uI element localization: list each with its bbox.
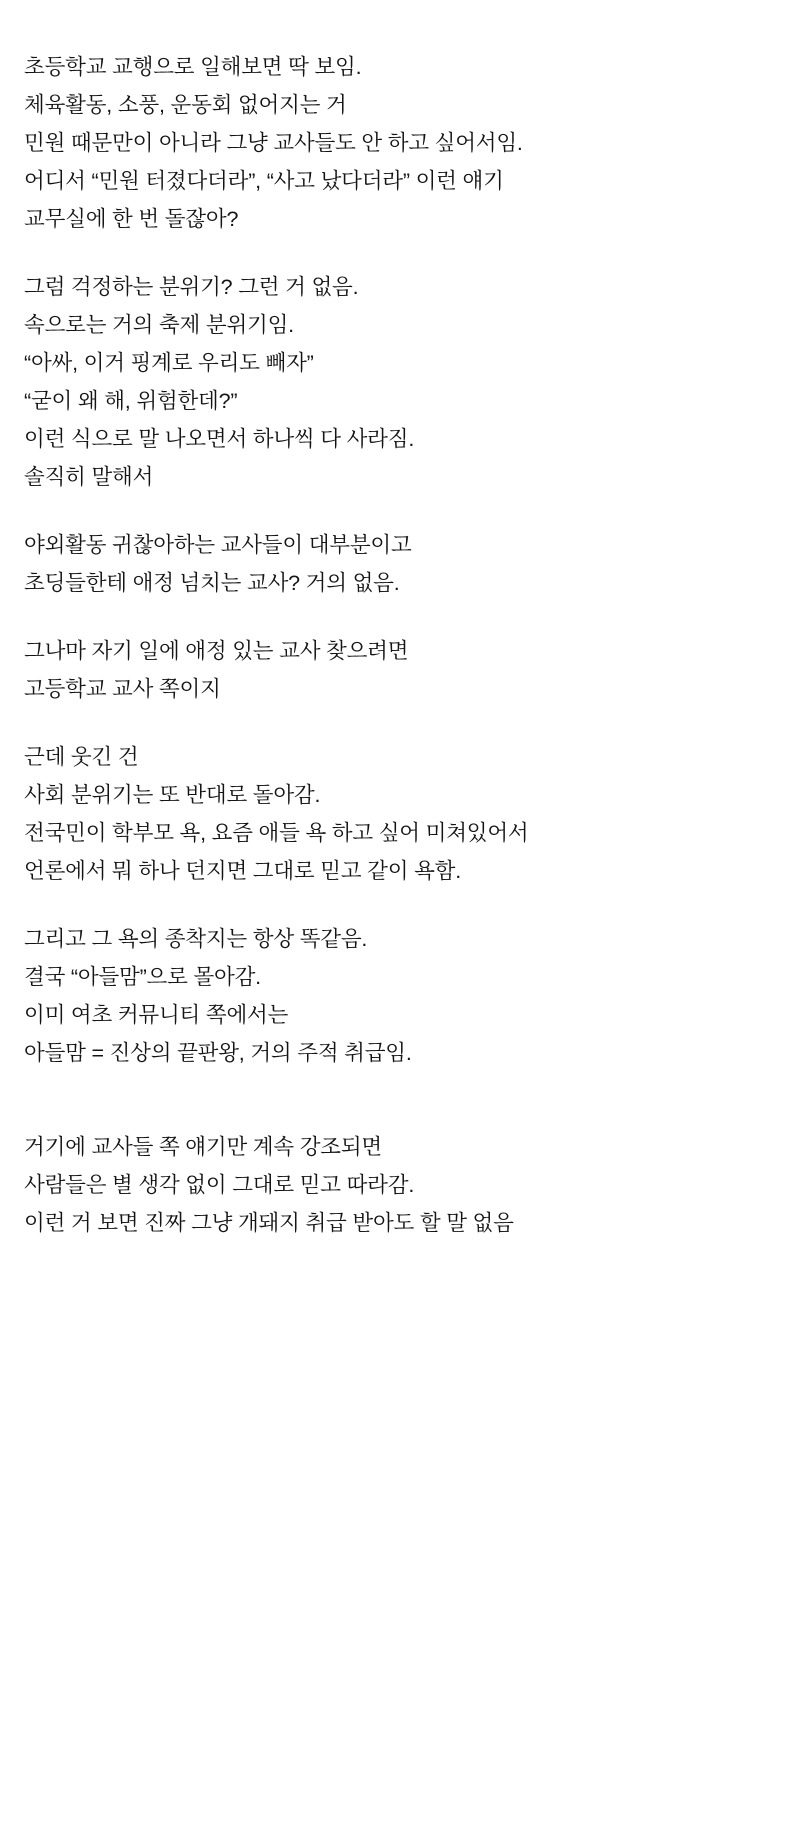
text-line: 어디서 “민원 터졌다더라”, “사고 났다더라” 이런 얘기 xyxy=(24,169,504,193)
text-line: 그럼 걱정하는 분위기? 그런 거 없음. xyxy=(24,275,359,299)
text-line: 그리고 그 욕의 종착지는 항상 똑같음. xyxy=(24,927,368,951)
paragraph-6 xyxy=(24,920,762,1072)
text-line: 솔직히 말해서 xyxy=(24,465,154,489)
text-line: 체육활동, 소풍, 운동회 없어지는 거 xyxy=(24,93,347,117)
text-line: 야외활동 귀찮아하는 교사들이 대부분이고 xyxy=(24,533,412,557)
text-line: 그나마 자기 일에 애정 있는 교사 찾으려면 xyxy=(24,639,409,663)
text-line: 전국민이 학부모 욕, 요즘 애들 욕 하고 싶어 미쳐있어서 xyxy=(24,821,529,845)
text-line: 민원 때문만이 아니라 그냥 교사들도 안 하고 싶어서임. xyxy=(24,131,523,155)
text-line: 교무실에 한 번 돌잖아? xyxy=(24,207,239,231)
text-line: 아들맘 = 진상의 끝판왕, 거의 주적 취급임. xyxy=(24,1041,412,1065)
paragraph-7 xyxy=(24,1128,762,1242)
text-line: 언론에서 뭐 하나 던지면 그대로 믿고 같이 욕함. xyxy=(24,859,462,883)
text-line: 사람들은 별 생각 없이 그대로 믿고 따라감. xyxy=(24,1173,415,1197)
text-line: “아싸, 이거 핑계로 우리도 빼자” xyxy=(24,351,314,375)
paragraph-gap xyxy=(24,1102,762,1128)
paragraph-5 xyxy=(24,738,762,890)
text-line: 사회 분위기는 또 반대로 돌아감. xyxy=(24,783,321,807)
text-line: “굳이 왜 해, 위험한데?” xyxy=(24,389,238,413)
text-line: 초딩들한테 애정 넘치는 교사? 거의 없음. xyxy=(24,571,400,595)
paragraph-1 xyxy=(24,48,762,238)
paragraph-2 xyxy=(24,268,762,496)
paragraph-3 xyxy=(24,526,762,602)
text-line: 이런 거 보면 진짜 그냥 개돼지 취급 받아도 할 말 없음 xyxy=(24,1211,514,1235)
text-line: 고등학교 교사 쪽이지 xyxy=(24,677,221,701)
text-line: 속으로는 거의 축제 분위기임. xyxy=(24,313,294,337)
text-line: 이런 식으로 말 나오면서 하나씩 다 사라짐. xyxy=(24,427,415,451)
text-line: 거기에 교사들 쪽 얘기만 계속 강조되면 xyxy=(24,1135,382,1159)
text-line: 근데 웃긴 건 xyxy=(24,745,139,769)
text-line: 이미 여초 커뮤니티 쪽에서는 xyxy=(24,1003,289,1027)
paragraph-4 xyxy=(24,632,762,708)
text-line: 초등학교 교행으로 일해보면 딱 보임. xyxy=(24,55,362,79)
text-line: 결국 “아들맘”으로 몰아감. xyxy=(24,965,261,989)
